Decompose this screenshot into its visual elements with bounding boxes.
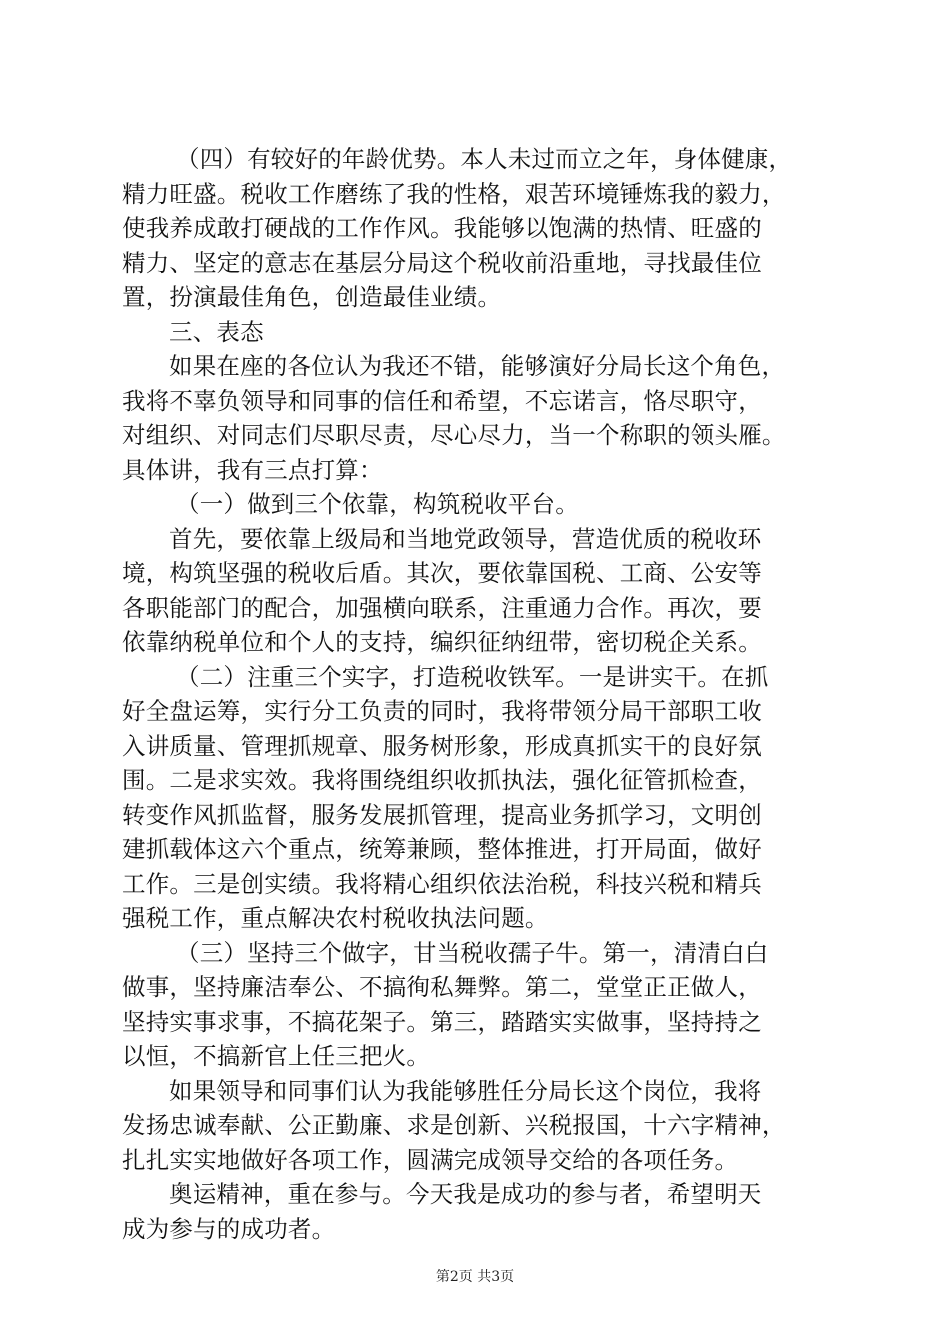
paragraph-line: 以恒，不搞新官上任三把火。 (122, 1042, 431, 1070)
paragraph-line: 好全盘运筹，实行分工负责的同时，我将带领分局干部职工收 (122, 697, 762, 725)
paragraph-line: 成为参与的成功者。 (122, 1214, 336, 1243)
paragraph-heading-four-line: （四）有较好的年龄优势。本人未过而立之年，身体健康， (176, 145, 793, 173)
paragraph-line: 奥运精神，重在参与。今天我是成功的参与者，希望明天 (169, 1180, 762, 1208)
paragraph-line: 强税工作，重点解决农村税收执法问题。 (122, 904, 549, 932)
paragraph-line: 入讲质量、管理抓规章、服务树形象，形成真抓实干的良好氛 (122, 731, 762, 760)
paragraph-line: 首先，要依靠上级局和当地党政领导，营造优质的税收环 (169, 524, 762, 553)
paragraph-line: 精力旺盛。税收工作磨练了我的性格，艰苦环境锤炼我的毅力， (122, 179, 786, 208)
paragraph-line: 转变作风抓监督，服务发展抓管理，提高业务抓学习，文明创 (122, 800, 762, 829)
paragraph-line: 扎扎实实地做好各项工作，圆满完成领导交给的各项任务。 (122, 1145, 739, 1174)
paragraph-line: 置，扮演最佳角色，创造最佳业绩。 (122, 283, 502, 311)
paragraph-line: 工作。三是创实绩。我将精心组织依法治税，科技兴税和精兵 (122, 869, 762, 898)
paragraph-line: 各职能部门的配合，加强横向联系，注重通力合作。再次，要 (122, 593, 762, 622)
paragraph-line: 坚持实事求事，不搞花架子。第三，踏踏实实做事，坚持持之 (122, 1007, 762, 1036)
paragraph-line: 围。二是求实效。我将围绕组织收抓执法，强化征管抓检查， (122, 766, 762, 794)
subheading-one: （一）做到三个依靠，构筑税收平台。 (176, 490, 579, 518)
paragraph-line: 发扬忠诚奉献、公正勤廉、求是创新、兴税报国，十六字精神， (122, 1111, 786, 1139)
paragraph-line: 对组织、对同志们尽职尽责，尽心尽力，当一个称职的领头雁。 (122, 421, 786, 449)
paragraph-line: 如果在座的各位认为我还不错，能够演好分局长这个角色， (169, 352, 786, 380)
paragraph-line: 使我养成敢打硬战的工作作风。我能够以饱满的热情、旺盛的 (122, 214, 762, 242)
page-footer: 第2页 共3页 (435, 1269, 515, 1285)
paragraph-line: 具体讲，我有三点打算： (122, 455, 383, 484)
paragraph-heading-three-line: （三）坚持三个做字，甘当税收孺子牛。第一，清清白白 (176, 938, 769, 967)
document-body (122, 142, 838, 1246)
paragraph-line: 我将不辜负领导和同事的信任和希望，不忘诺言，恪尽职守， (122, 386, 762, 415)
paragraph-line: 境，构筑坚强的税收后盾。其次，要依靠国税、工商、公安等 (122, 559, 762, 587)
paragraph-line: 建抓载体这六个重点，统筹兼顾，整体推进，打开局面，做好 (122, 835, 762, 863)
section-heading: 三、表态 (169, 317, 264, 346)
paragraph-line: 做事，坚持廉洁奉公、不搞徇私舞弊。第二，堂堂正正做人， (122, 973, 762, 1001)
paragraph-line: 如果领导和同事们认为我能够胜任分局长这个岗位，我将 (169, 1076, 762, 1105)
paragraph-heading-two-line: （二）注重三个实字，打造税收铁军。一是讲实干。在抓 (176, 662, 769, 691)
paragraph-line: 精力、坚定的意志在基层分局这个税收前沿重地，寻找最佳位 (122, 248, 762, 277)
paragraph-line: 依靠纳税单位和个人的支持，编织征纳纽带，密切税企关系。 (122, 628, 762, 656)
